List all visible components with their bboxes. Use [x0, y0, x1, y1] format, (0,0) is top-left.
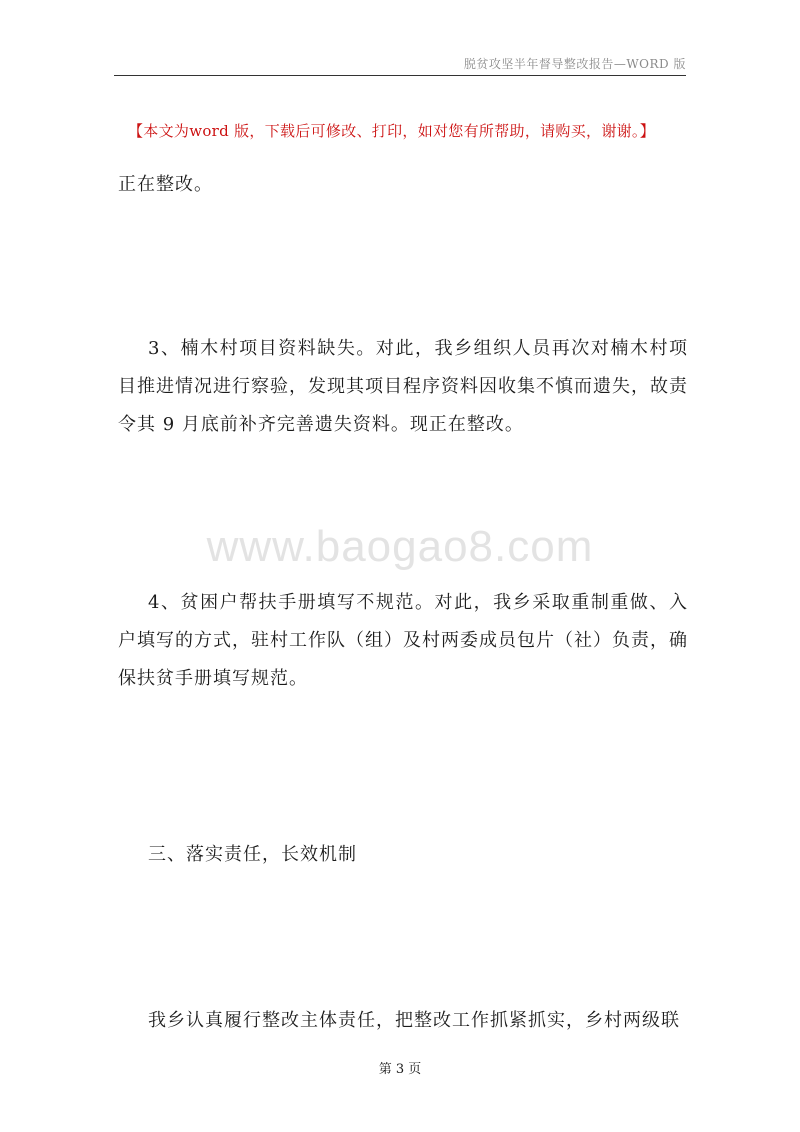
page-number: 第 3 页 [378, 1062, 422, 1077]
paragraph-5: 我乡认真履行整改主体责任，把整改工作抓紧抓实，乡村两级联 [148, 1010, 680, 1031]
running-header: 脱贫攻坚半年督导整改报告—WORD 版 [463, 57, 686, 71]
paragraph-1: 正在整改。 [118, 174, 213, 195]
download-notice: 【本文为word 版，下载后可修改、打印，如对您有所帮助，请购买，谢谢。】 [128, 122, 656, 140]
header-divider [114, 75, 686, 76]
paragraph-3: 4、贫困户帮扶手册填写不规范。对此，我乡采取重制重做、入户填写的方式，驻村工作队（组）及村两委成员包片（社）负责，确保扶贫手册填写规范。 [118, 592, 688, 689]
paragraph-2: 3、楠木村项目资料缺失。对此，我乡组织人员再次对楠木村项目推进情况进行察验，发现其项目程序资料因收集不慎而遗失，故责令其 9 月底前补齐完善遗失资料。现正在整改。 [118, 338, 688, 435]
watermark: www.baogao8.com [206, 522, 594, 571]
section-heading: 三、落实责任，长效机制 [148, 844, 357, 865]
